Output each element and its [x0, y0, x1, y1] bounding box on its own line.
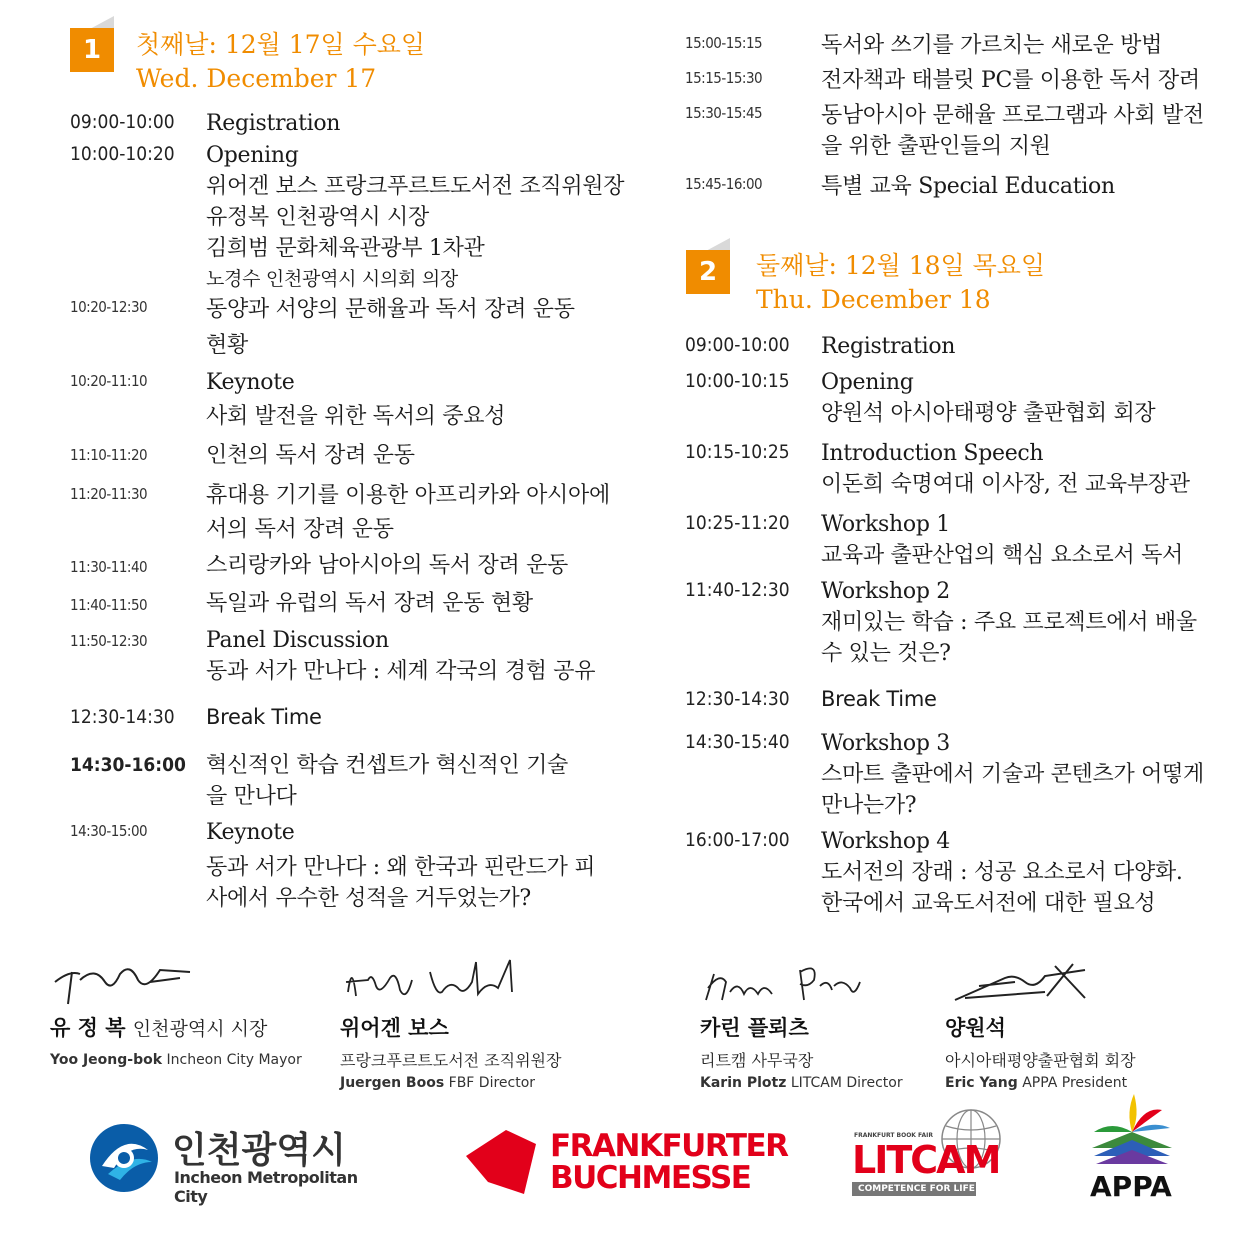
session-desc	[206, 479, 610, 547]
session-desc	[821, 728, 1204, 821]
session-line: 독일과 유럽의 독서 장려 운동 현황	[206, 591, 533, 616]
session-time: 09:00-10:00	[70, 111, 175, 133]
session-desc	[206, 366, 505, 434]
session-line: 동남아시아 문해율 프로그램과 사회 발전	[821, 103, 1204, 128]
day2-title-en: Thu. December 18	[756, 285, 991, 314]
day1-title-en: Wed. December 17	[136, 64, 377, 93]
session-desc	[206, 588, 533, 619]
session-time: 14:30-16:00	[70, 754, 186, 776]
session-line: Workshop 1	[821, 512, 950, 537]
signer-name-ko: 카린 플뢰츠	[700, 1016, 809, 1040]
session-desc	[821, 331, 955, 362]
signer-name-en: Karin Plotz LITCAM Director	[700, 1075, 903, 1091]
session-time: 11:10-11:20	[70, 446, 148, 464]
appa-logo	[1088, 1092, 1178, 1204]
session-line: Opening	[821, 370, 914, 395]
signature-block-plotz	[700, 952, 903, 1091]
session-desc	[821, 65, 1200, 96]
signer-name-ko: 양원석	[945, 1016, 1006, 1040]
day2-header	[686, 238, 1246, 318]
handwritten-signature	[945, 952, 1105, 1012]
frankfurter-mark-icon	[466, 1130, 536, 1194]
session-line: Registration	[206, 111, 341, 136]
session-desc	[821, 684, 937, 715]
session-line: Keynote	[206, 820, 295, 845]
litcam-text: LITCAM	[852, 1138, 1000, 1182]
session-line: 만나는가?	[821, 793, 917, 818]
session-time: 10:20-11:10	[70, 372, 148, 390]
session-line: 스마트 출판에서 기술과 콘텐츠가 어떻게	[821, 762, 1204, 787]
session-line: 이돈희 숙명여대 이사장, 전 교육부장관	[821, 472, 1190, 497]
day2-badge	[686, 238, 730, 290]
session-line: Opening	[206, 143, 299, 168]
day1-badge	[70, 16, 114, 68]
session-time: 10:20-12:30	[70, 298, 148, 316]
session-line: Keynote	[206, 370, 295, 395]
signer-name-ko: 유 정 복 인천광역시 시장	[50, 1016, 268, 1040]
session-desc	[206, 750, 568, 812]
session-desc	[821, 438, 1190, 500]
session-line: 서의 독서 장려 운동	[206, 517, 394, 542]
session-time: 11:40-12:30	[685, 579, 790, 601]
session-desc	[821, 100, 1204, 162]
incheon-logo	[88, 1122, 388, 1206]
session-desc	[206, 440, 415, 471]
signature-block-boos	[340, 952, 561, 1091]
session-desc	[206, 625, 595, 687]
session-time: 10:00-10:20	[70, 143, 175, 165]
session-line: 스리랑카와 남아시아의 독서 장려 운동	[206, 553, 569, 578]
session-desc	[821, 826, 1183, 919]
session-desc	[821, 171, 1115, 202]
session-line: Workshop 4	[821, 829, 950, 854]
session-line: 휴대용 기기를 이용한 아프리카와 아시아에	[206, 483, 610, 508]
session-time: 11:20-11:30	[70, 485, 148, 503]
handwritten-signature	[50, 952, 200, 1012]
frankfurter-text-1: FRANKFURTER	[550, 1128, 788, 1164]
session-time: 10:15-10:25	[685, 441, 790, 463]
session-time: 12:30-14:30	[685, 688, 790, 710]
session-time: 11:40-11:50	[70, 596, 148, 614]
incheon-emblem-icon	[88, 1122, 160, 1194]
session-line: 동양과 서양의 문해율과 독서 장려 운동	[206, 297, 575, 322]
session-line: Workshop 2	[821, 579, 950, 604]
session-line: 김희범 문화체육관광부 1차관	[206, 236, 485, 261]
session-time: 11:30-11:40	[70, 558, 148, 576]
session-desc	[206, 550, 568, 581]
session-line: 재미있는 학습 : 주요 프로젝트에서 배울	[821, 610, 1197, 635]
session-line: 유정복 인천광역시 시장	[206, 205, 429, 230]
session-desc	[206, 817, 595, 914]
session-line: 위어겐 보스 프랑크푸르트도서전 조직위원장	[206, 174, 625, 199]
litcam-small-text: FRANKFURT BOOK FAIR	[854, 1132, 933, 1139]
session-line: Registration	[821, 334, 956, 359]
break-time-label: Break Time	[821, 687, 937, 711]
day1-title-ko: 첫째날: 12월 17일 수요일	[136, 30, 426, 59]
day1-badge-number: 1	[70, 28, 114, 72]
session-line: 사회 발전을 위한 독서의 중요성	[206, 404, 506, 429]
handwritten-signature	[700, 952, 870, 1012]
signer-role-ko: 프랑크푸르트도서전 조직위원장	[340, 1051, 562, 1070]
signature-block-yoo	[50, 952, 302, 1068]
session-desc	[206, 292, 575, 364]
appa-text: APPA	[1090, 1170, 1172, 1203]
session-line: Introduction Speech	[821, 441, 1044, 466]
signer-role-ko: 아시아태평양출판협회 회장	[945, 1051, 1136, 1070]
session-line: 현황	[206, 333, 248, 358]
session-time: 15:30-15:45	[685, 104, 763, 122]
session-desc	[821, 576, 1197, 669]
day2-title-ko: 둘째날: 12월 18일 목요일	[756, 251, 1046, 280]
signer-role-ko: 리트캠 사무국장	[700, 1051, 814, 1070]
session-desc	[821, 509, 1183, 571]
frankfurter-buchmesse-logo	[466, 1128, 788, 1200]
session-line: 수 있는 것은?	[821, 641, 951, 666]
signer-name-en: Yoo Jeong-bok Incheon City Mayor	[50, 1052, 302, 1068]
session-time: 10:00-10:15	[685, 370, 790, 392]
day2-badge-number: 2	[686, 250, 730, 294]
session-desc	[206, 140, 624, 295]
litcam-tagline: COMPETENCE FOR LIFE	[852, 1182, 976, 1196]
session-line: 사에서 우수한 성적을 거두었는가?	[206, 886, 531, 911]
session-line: 특별 교육 Special Education	[821, 174, 1115, 199]
session-time: 15:00-15:15	[685, 34, 763, 52]
session-line: Workshop 3	[821, 731, 950, 756]
session-line: 을 위한 출판인들의 지원	[821, 134, 1051, 159]
session-desc	[206, 108, 340, 139]
session-time: 09:00-10:00	[685, 334, 790, 356]
handwritten-signature	[340, 952, 520, 1012]
day1-header	[70, 16, 630, 96]
session-time: 14:30-15:40	[685, 731, 790, 753]
frankfurter-text-2: BUCHMESSE	[550, 1160, 751, 1196]
session-line: 한국에서 교육도서전에 대한 필요성	[821, 891, 1156, 916]
session-line: Panel Discussion	[206, 628, 389, 653]
session-desc	[821, 367, 1155, 429]
session-desc	[206, 702, 322, 733]
session-line: 동과 서가 만나다 : 왜 한국과 핀란드가 피	[206, 855, 596, 880]
litcam-logo	[852, 1108, 1012, 1200]
signer-name-en: Eric Yang APPA President	[945, 1075, 1128, 1091]
session-time: 11:50-12:30	[70, 632, 148, 650]
session-line: 도서전의 장래 : 성공 요소로서 다양화.	[821, 860, 1183, 885]
session-line: 인천의 독서 장려 운동	[206, 443, 415, 468]
session-time: 15:15-15:30	[685, 69, 763, 87]
session-line: 양원석 아시아태평양 출판협회 회장	[821, 401, 1156, 426]
session-line: 노경수 인천광역시 시의회 의장	[206, 268, 458, 290]
break-time-label: Break Time	[206, 705, 322, 729]
signature-block-yang	[945, 952, 1136, 1091]
session-line: 독서와 쓰기를 가르치는 새로운 방법	[821, 33, 1163, 58]
session-time: 10:25-11:20	[685, 512, 790, 534]
session-time: 16:00-17:00	[685, 829, 790, 851]
session-desc	[821, 30, 1162, 61]
incheon-logo-ko: 인천광역시	[172, 1130, 346, 1171]
session-time: 15:45-16:00	[685, 175, 763, 193]
signer-name-ko: 위어겐 보스	[340, 1016, 449, 1040]
session-line: 동과 서가 만나다 : 세계 각국의 경험 공유	[206, 659, 596, 684]
session-time: 12:30-14:30	[70, 706, 175, 728]
appa-book-icon	[1088, 1092, 1174, 1172]
session-time: 14:30-15:00	[70, 822, 148, 840]
signer-name-en: Juergen Boos FBF Director	[340, 1075, 536, 1091]
session-line: 전자책과 태블릿 PC를 이용한 독서 장려	[821, 68, 1200, 93]
session-line: 을 만나다	[206, 784, 297, 809]
incheon-logo-en: Incheon Metropolitan City	[174, 1168, 358, 1206]
session-line: 교육과 출판산업의 핵심 요소로서 독서	[821, 543, 1184, 568]
session-line: 혁신적인 학습 컨셉트가 혁신적인 기술	[206, 753, 569, 778]
